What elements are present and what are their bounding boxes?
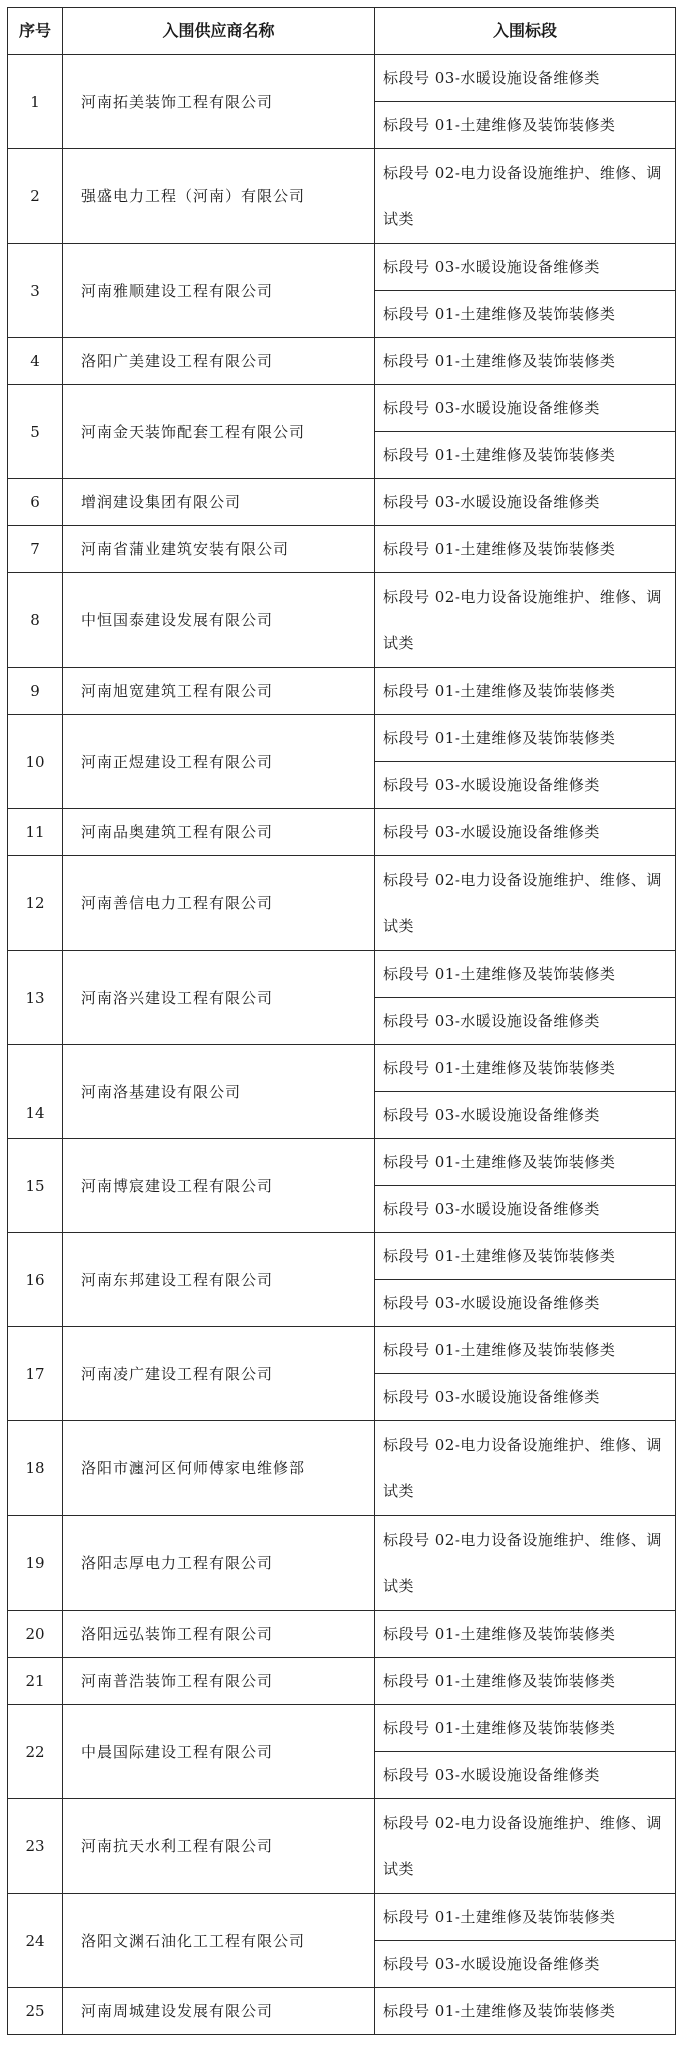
supplier-name: 洛阳远弘装饰工程有限公司: [63, 1611, 375, 1658]
lot-cell: 标段号 03-水暖设施设备维修类: [375, 809, 676, 856]
lot-cell: 标段号 03-水暖设施设备维修类: [375, 1374, 676, 1421]
supplier-name: 河南洛兴建设工程有限公司: [63, 951, 375, 1045]
lot-cell: 标段号 03-水暖设施设备维修类: [375, 385, 676, 432]
row-number: 19: [8, 1516, 63, 1611]
table-row: [8, 1421, 676, 1516]
header-supplier: 入围供应商名称: [63, 8, 375, 55]
supplier-name: 河南洛基建设有限公司: [63, 1045, 375, 1139]
lot-cell: 标段号 02-电力设备设施维护、维修、调试类: [375, 1421, 676, 1516]
row-number: 20: [8, 1611, 63, 1658]
table-row: [8, 1894, 676, 1941]
table-row: [8, 1045, 676, 1092]
row-number: 12: [8, 856, 63, 951]
lot-cell: 标段号 02-电力设备设施维护、维修、调试类: [375, 1799, 676, 1894]
supplier-name: 河南东邦建设工程有限公司: [63, 1233, 375, 1327]
table-row: [8, 573, 676, 668]
lot-cell: 标段号 01-土建维修及装饰装修类: [375, 1705, 676, 1752]
supplier-name: 河南省蒲业建筑安装有限公司: [63, 526, 375, 573]
lot-cell: 标段号 03-水暖设施设备维修类: [375, 1752, 676, 1799]
lot-cell: 标段号 02-电力设备设施维护、维修、调试类: [375, 573, 676, 668]
table-row: [8, 526, 676, 573]
header-row: [8, 8, 676, 55]
row-number: 13: [8, 951, 63, 1045]
row-number: 2: [8, 149, 63, 244]
table-row: [8, 715, 676, 762]
table-row: [8, 244, 676, 291]
lot-cell: 标段号 01-土建维修及装饰装修类: [375, 1045, 676, 1092]
table-row: [8, 1988, 676, 2035]
supplier-name: 洛阳市瀍河区何师傅家电维修部: [63, 1421, 375, 1516]
supplier-name: 河南金天装饰配套工程有限公司: [63, 385, 375, 479]
lot-cell: 标段号 01-土建维修及装饰装修类: [375, 951, 676, 998]
row-number: 6: [8, 479, 63, 526]
row-number: 4: [8, 338, 63, 385]
supplier-name: 洛阳文渊石油化工工程有限公司: [63, 1894, 375, 1988]
lot-cell: 标段号 03-水暖设施设备维修类: [375, 762, 676, 809]
lot-cell: 标段号 03-水暖设施设备维修类: [375, 1092, 676, 1139]
table-row: [8, 1705, 676, 1752]
lot-cell: 标段号 03-水暖设施设备维修类: [375, 244, 676, 291]
supplier-name: 河南博宸建设工程有限公司: [63, 1139, 375, 1233]
lot-cell: 标段号 03-水暖设施设备维修类: [375, 479, 676, 526]
row-number: 16: [8, 1233, 63, 1327]
table-row: [8, 479, 676, 526]
table-row: [8, 1799, 676, 1894]
table-row: [8, 1139, 676, 1186]
lot-cell: 标段号 02-电力设备设施维护、维修、调试类: [375, 856, 676, 951]
row-number: 11: [8, 809, 63, 856]
table-row: [8, 1658, 676, 1705]
supplier-name: 河南拓美装饰工程有限公司: [63, 55, 375, 149]
row-number: 23: [8, 1799, 63, 1894]
table-row: [8, 668, 676, 715]
row-number: 10: [8, 715, 63, 809]
supplier-name: 河南凌广建设工程有限公司: [63, 1327, 375, 1421]
supplier-name: 河南雅顺建设工程有限公司: [63, 244, 375, 338]
table-row: [8, 1233, 676, 1280]
supplier-name: 洛阳广美建设工程有限公司: [63, 338, 375, 385]
lot-cell: 标段号 01-土建维修及装饰装修类: [375, 432, 676, 479]
supplier-name: 河南善信电力工程有限公司: [63, 856, 375, 951]
row-number: 15: [8, 1139, 63, 1233]
lot-cell: 标段号 01-土建维修及装饰装修类: [375, 1611, 676, 1658]
row-number: 17: [8, 1327, 63, 1421]
lot-cell: 标段号 03-水暖设施设备维修类: [375, 1280, 676, 1327]
table-row: [8, 1516, 676, 1611]
header-no: 序号: [8, 8, 63, 55]
row-number: 1: [8, 55, 63, 149]
table-row: [8, 809, 676, 856]
supplier-table: [7, 7, 676, 2035]
table-row: [8, 338, 676, 385]
supplier-name: 增润建设集团有限公司: [63, 479, 375, 526]
table-row: [8, 385, 676, 432]
lot-cell: 标段号 03-水暖设施设备维修类: [375, 1941, 676, 1988]
table-row: [8, 1327, 676, 1374]
row-number: 14: [8, 1045, 63, 1139]
table-row: [8, 149, 676, 244]
supplier-name: 河南抗天水利工程有限公司: [63, 1799, 375, 1894]
row-number: 22: [8, 1705, 63, 1799]
supplier-name: 中晨国际建设工程有限公司: [63, 1705, 375, 1799]
lot-cell: 标段号 01-土建维修及装饰装修类: [375, 668, 676, 715]
table-row: [8, 1611, 676, 1658]
row-number: 8: [8, 573, 63, 668]
supplier-name: 河南正煜建设工程有限公司: [63, 715, 375, 809]
lot-cell: 标段号 01-土建维修及装饰装修类: [375, 1988, 676, 2035]
row-number: 3: [8, 244, 63, 338]
header-lot: 入围标段: [375, 8, 676, 55]
supplier-name: 强盛电力工程（河南）有限公司: [63, 149, 375, 244]
table-row: [8, 55, 676, 102]
supplier-name: 中恒国泰建设发展有限公司: [63, 573, 375, 668]
supplier-name: 河南周城建设发展有限公司: [63, 1988, 375, 2035]
lot-cell: 标段号 03-水暖设施设备维修类: [375, 1186, 676, 1233]
row-number: 7: [8, 526, 63, 573]
row-number: 5: [8, 385, 63, 479]
lot-cell: 标段号 01-土建维修及装饰装修类: [375, 291, 676, 338]
lot-cell: 标段号 02-电力设备设施维护、维修、调试类: [375, 1516, 676, 1611]
lot-cell: 标段号 01-土建维修及装饰装修类: [375, 1139, 676, 1186]
row-number: 18: [8, 1421, 63, 1516]
lot-cell: 标段号 01-土建维修及装饰装修类: [375, 1658, 676, 1705]
table-row: [8, 951, 676, 998]
lot-cell: 标段号 02-电力设备设施维护、维修、调试类: [375, 149, 676, 244]
lot-cell: 标段号 01-土建维修及装饰装修类: [375, 338, 676, 385]
lot-cell: 标段号 01-土建维修及装饰装修类: [375, 715, 676, 762]
lot-cell: 标段号 01-土建维修及装饰装修类: [375, 526, 676, 573]
row-number: 25: [8, 1988, 63, 2035]
lot-cell: 标段号 03-水暖设施设备维修类: [375, 998, 676, 1045]
supplier-name: 河南普浩装饰工程有限公司: [63, 1658, 375, 1705]
row-number: 24: [8, 1894, 63, 1988]
row-number: 9: [8, 668, 63, 715]
lot-cell: 标段号 01-土建维修及装饰装修类: [375, 1327, 676, 1374]
lot-cell: 标段号 01-土建维修及装饰装修类: [375, 1894, 676, 1941]
lot-cell: 标段号 01-土建维修及装饰装修类: [375, 102, 676, 149]
supplier-name: 河南旭宽建筑工程有限公司: [63, 668, 375, 715]
lot-cell: 标段号 03-水暖设施设备维修类: [375, 55, 676, 102]
supplier-name: 洛阳志厚电力工程有限公司: [63, 1516, 375, 1611]
supplier-name: 河南品奥建筑工程有限公司: [63, 809, 375, 856]
row-number: 21: [8, 1658, 63, 1705]
table-row: [8, 856, 676, 951]
lot-cell: 标段号 01-土建维修及装饰装修类: [375, 1233, 676, 1280]
